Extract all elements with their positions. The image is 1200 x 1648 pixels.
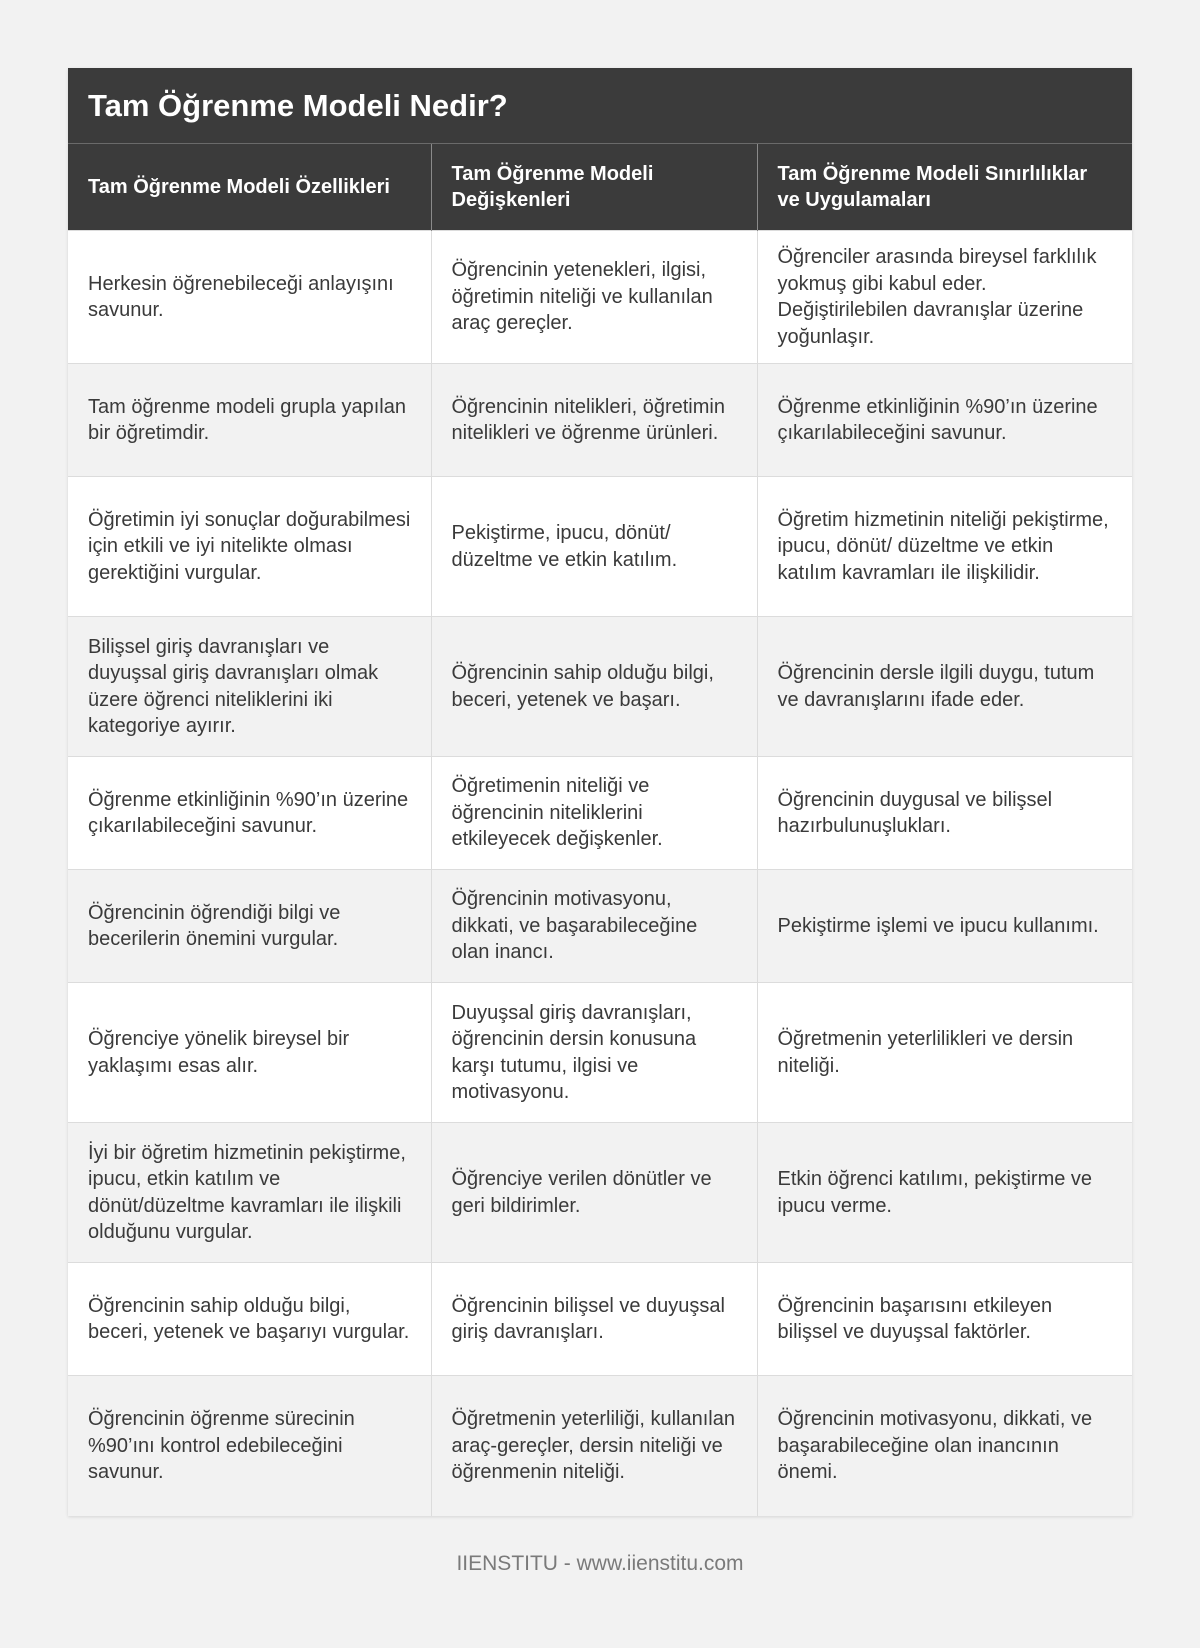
table-cell: Herkesin öğrenebileceği anlayışını savunur. <box>68 231 431 364</box>
table-row <box>68 477 1132 617</box>
table-cell: Öğrencinin motivasyonu, dikkati, ve başarabileceğine olan inancının önemi. <box>757 1376 1132 1516</box>
column-header-features: Tam Öğrenme Modeli Özellikleri <box>68 144 431 231</box>
table-cell: Öğretimin iyi sonuçlar doğurabilmesi için etkili ve iyi nitelikte olması gerektiğini vurgular. <box>68 477 431 617</box>
table-cell: Öğrencinin sahip olduğu bilgi, beceri, yetenek ve başarı. <box>431 617 757 757</box>
table-cell: Öğrencinin yetenekleri, ilgisi, öğretimin niteliği ve kullanılan araç gereçler. <box>431 231 757 364</box>
table-row <box>68 983 1132 1123</box>
table-row <box>68 1376 1132 1516</box>
table-row <box>68 1263 1132 1376</box>
table-cell: Öğrencinin öğrendiği bilgi ve becerilerin önemini vurgular. <box>68 870 431 983</box>
table-cell: Öğretmenin yeterliliği, kullanılan araç-gereçler, dersin niteliği ve öğrenmenin niteliği. <box>431 1376 757 1516</box>
table-header-row <box>68 144 1132 231</box>
footer-credit: IIENSTITU - www.iienstitu.com <box>456 1552 744 1575</box>
table-cell: Pekiştirme işlemi ve ipucu kullanımı. <box>757 870 1132 983</box>
table-cell: Öğretmenin yeterlilikleri ve dersin niteliği. <box>757 983 1132 1123</box>
table-cell: Duyuşsal giriş davranışları, öğrencinin dersin konusuna karşı tutumu, ilgisi ve motivasyonu. <box>431 983 757 1123</box>
table-cell: Etkin öğrenci katılımı, pekiştirme ve ipucu verme. <box>757 1123 1132 1263</box>
column-header-limitations: Tam Öğrenme Modeli Sınırlılıklar ve Uygulamaları <box>757 144 1132 231</box>
table-cell: Öğrencinin nitelikleri, öğretimin nitelikleri ve öğrenme ürünleri. <box>431 364 757 477</box>
table-row <box>68 364 1132 477</box>
table-row <box>68 1123 1132 1263</box>
table-cell: Öğrencinin duygusal ve bilişsel hazırbulunuşlukları. <box>757 757 1132 870</box>
table-cell: Öğrencinin bilişsel ve duyuşsal giriş davranışları. <box>431 1263 757 1376</box>
table-cell: Öğretimenin niteliği ve öğrencinin niteliklerini etkileyecek değişkenler. <box>431 757 757 870</box>
table-cell: Öğrencinin başarısını etkileyen bilişsel ve duyuşsal faktörler. <box>757 1263 1132 1376</box>
table-cell: Öğrenciye verilen dönütler ve geri bildirimler. <box>431 1123 757 1263</box>
page-title: Tam Öğrenme Modeli Nedir? <box>88 87 508 123</box>
table-cell: Öğrencinin dersle ilgili duygu, tutum ve davranışlarını ifade eder. <box>757 617 1132 757</box>
table-row <box>68 617 1132 757</box>
table-cell: Öğretim hizmetinin niteliği pekiştirme, ipucu, dönüt/ düzeltme ve etkin katılım kavramları ile ilişkilidir. <box>757 477 1132 617</box>
table-cell: Öğrencinin sahip olduğu bilgi, beceri, yetenek ve başarıyı vurgular. <box>68 1263 431 1376</box>
table-cell: Öğrenciler arasında bireysel farklılık yokmuş gibi kabul eder. Değiştirilebilen davranışlar üzerine yoğunlaşır. <box>757 231 1132 364</box>
content-card <box>68 68 1132 1516</box>
table-cell: Öğrenme etkinliğinin %90’ın üzerine çıkarılabileceğini savunur. <box>68 757 431 870</box>
table-row <box>68 757 1132 870</box>
table-cell: Öğrenme etkinliğinin %90’ın üzerine çıkarılabileceğini savunur. <box>757 364 1132 477</box>
title-bar <box>68 68 1132 144</box>
column-header-variables: Tam Öğrenme Modeli Değişkenleri <box>431 144 757 231</box>
table-cell: Bilişsel giriş davranışları ve duyuşsal giriş davranışları olmak üzere öğrenci niteliklerini iki kategoriye ayırır. <box>68 617 431 757</box>
table-cell: Pekiştirme, ipucu, dönüt/ düzeltme ve etkin katılım. <box>431 477 757 617</box>
table-cell: Öğrencinin öğrenme sürecinin %90’ını kontrol edebileceğini savunur. <box>68 1376 431 1516</box>
table-cell: Öğrenciye yönelik bireysel bir yaklaşımı esas alır. <box>68 983 431 1123</box>
table-cell: Öğrencinin motivasyonu, dikkati, ve başarabileceğine olan inancı. <box>431 870 757 983</box>
table-cell: İyi bir öğretim hizmetinin pekiştirme, ipucu, etkin katılım ve dönüt/düzeltme kavramları ile ilişkili olduğunu vurgular. <box>68 1123 431 1263</box>
table-cell: Tam öğrenme modeli grupla yapılan bir öğretimdir. <box>68 364 431 477</box>
table-row <box>68 870 1132 983</box>
data-table <box>68 144 1132 1516</box>
table-row <box>68 231 1132 364</box>
